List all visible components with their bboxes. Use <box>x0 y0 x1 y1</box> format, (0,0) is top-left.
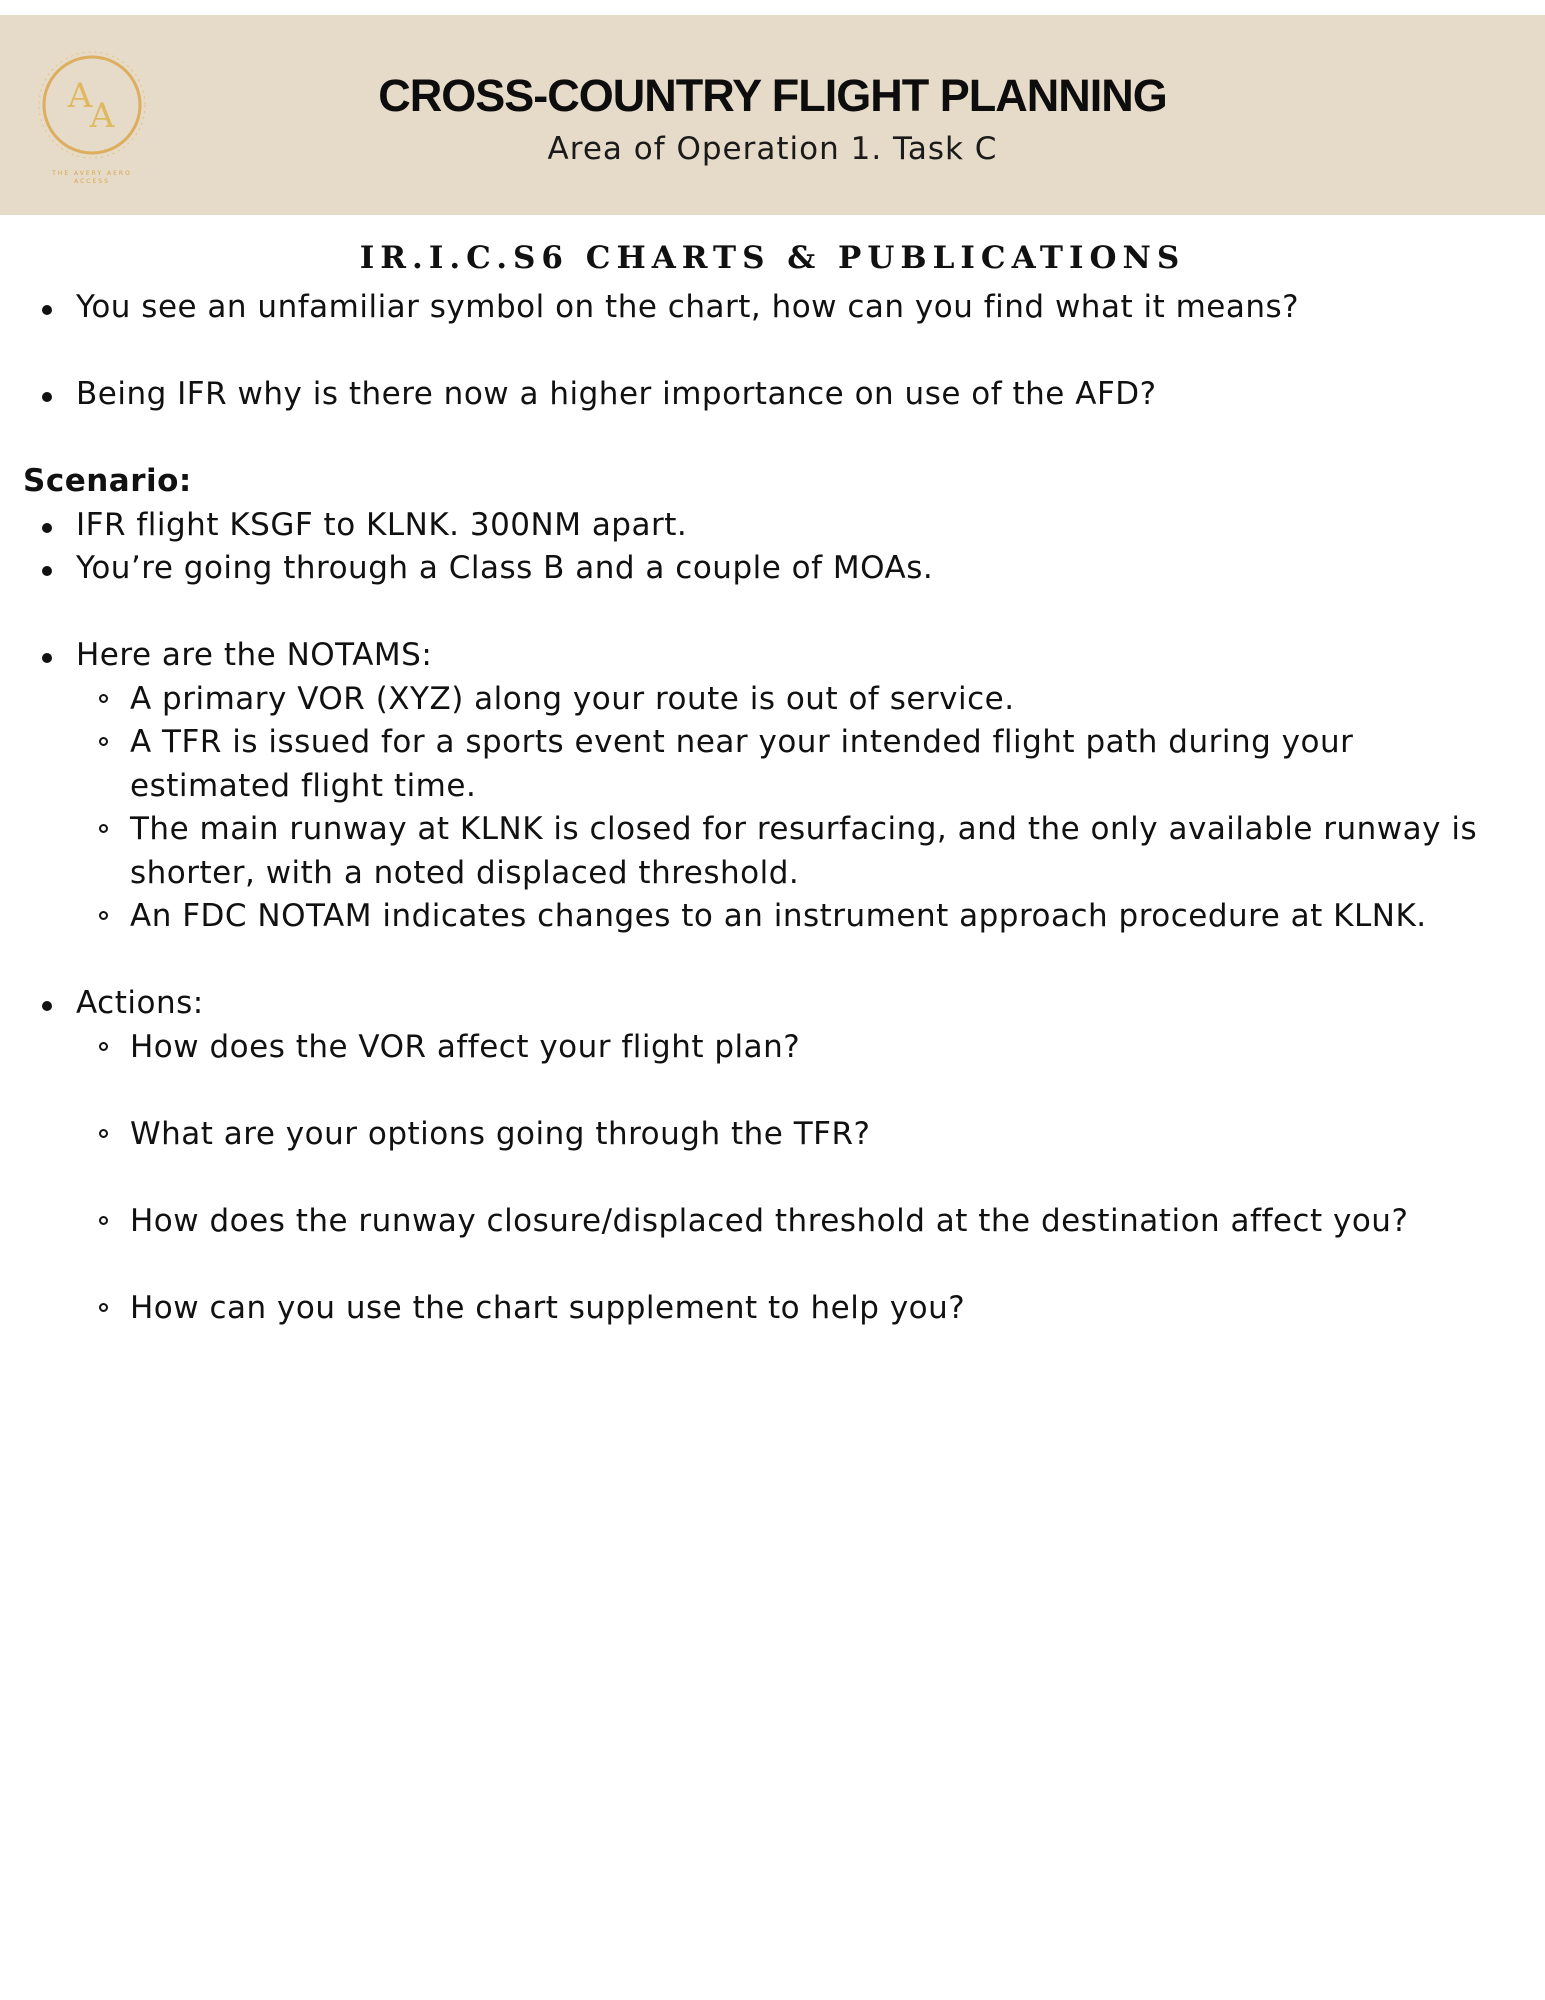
list-item: You’re going through a Class B and a couple of MOAs. <box>0 547 1545 591</box>
document-content <box>0 286 1545 1330</box>
list-item: How can you use the chart supplement to help you? <box>76 1287 1545 1331</box>
scenario-label: Scenario: <box>23 463 192 499</box>
list-item: IFR flight KSGF to KLNK. 300NM apart. <box>0 504 1545 548</box>
question-list <box>0 286 1545 330</box>
list-item <box>0 634 1545 939</box>
page-subtitle: Area of Operation 1. Task C <box>547 131 998 167</box>
list-item: Being IFR why is there now a higher importance on use of the AFD? <box>0 373 1545 417</box>
page-title: CROSS-COUNTRY FLIGHT PLANNING <box>378 70 1167 121</box>
svg-text:A: A <box>89 96 115 136</box>
list-item: A primary VOR (XYZ) along your route is out of service. <box>76 678 1545 722</box>
list-item: You see an unfamiliar symbol on the chart, how can you find what it means? <box>0 286 1545 330</box>
page-header <box>0 15 1545 215</box>
list-item: How does the runway closure/displaced threshold at the destination affect you? <box>76 1200 1545 1244</box>
notams-sublist <box>76 678 1545 939</box>
section-title: IR.I.C.S6 CHARTS & PUBLICATIONS <box>359 240 1186 276</box>
notams-label: Here are the NOTAMS: <box>76 637 433 673</box>
list-item: A TFR is issued for a sports event near your intended flight path during your estimated flight time. <box>76 721 1545 808</box>
notams-list <box>0 634 1545 939</box>
svg-text:A: A <box>67 76 93 116</box>
list-item: The main runway at KLNK is closed for resurfacing, and the only available runway is shorter, with a noted displaced threshold. <box>76 808 1545 895</box>
svg-text:THE AVERY AERO: THE AVERY AERO <box>52 170 132 177</box>
list-item <box>0 982 1545 1330</box>
actions-label: Actions: <box>76 985 204 1021</box>
list-item: What are your options going through the TFR? <box>76 1113 1545 1157</box>
actions-sublist <box>76 1026 1545 1331</box>
actions-list <box>0 982 1545 1330</box>
list-item: How does the VOR affect your flight plan? <box>76 1026 1545 1070</box>
list-item: An FDC NOTAM indicates changes to an instrument approach procedure at KLNK. <box>76 895 1545 939</box>
svg-text:ACCESS: ACCESS <box>74 178 110 185</box>
scenario-list <box>0 504 1545 591</box>
